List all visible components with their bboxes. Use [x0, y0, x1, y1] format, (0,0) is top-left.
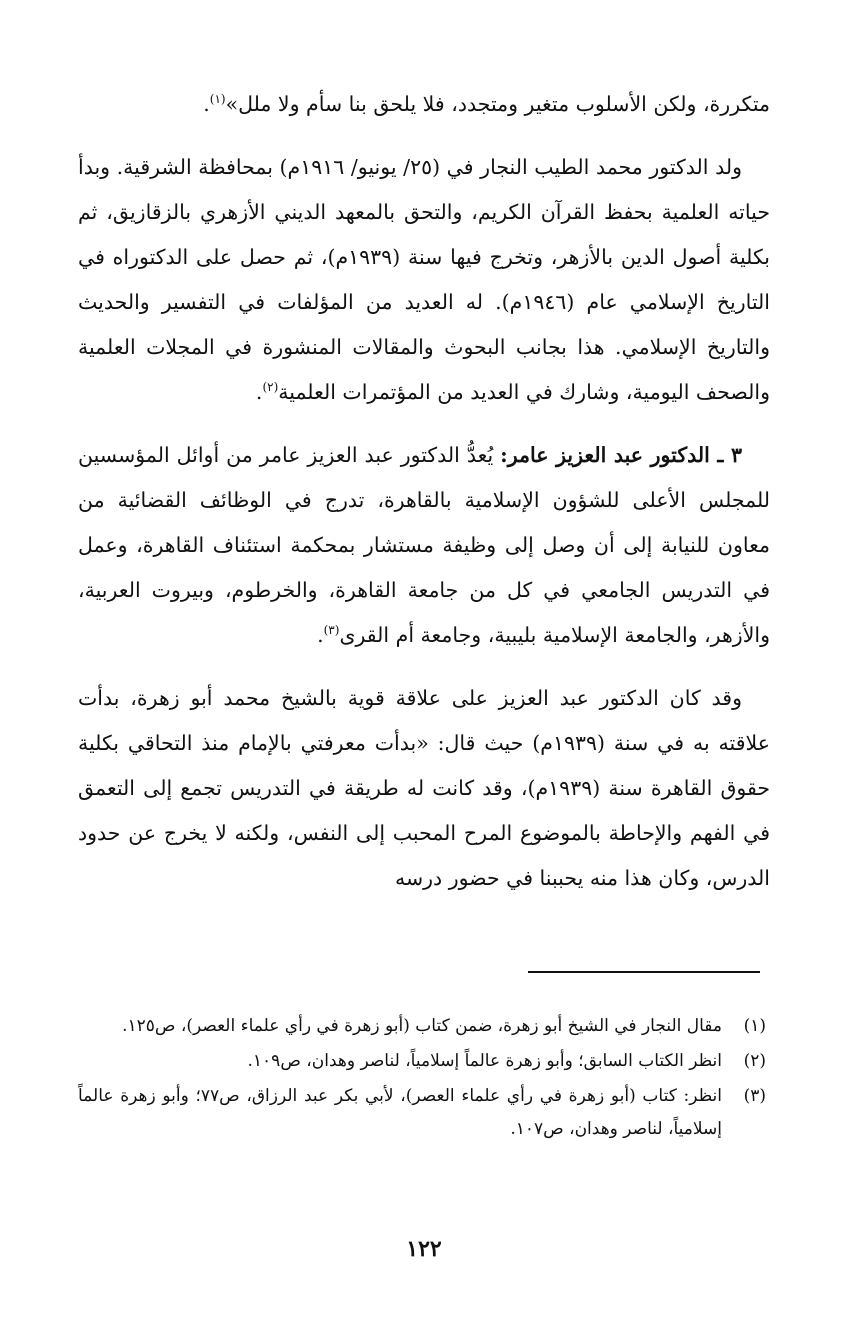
footnote-ref-3: (٣) [323, 623, 340, 638]
paragraph-text: ولد الدكتور محمد الطيب النجار في (٢٥/ يونيو/ ١٩١٦م) بمحافظة الشرقية. وبدأ حياته العلمية بحفظ القرآن الكريم، والتحق بالمعهد الديني الأزهري بالزقازيق، ثم بكلية أصول الدين بالأزهر، وتخرج فيها سنة (١٩٣٩م)، ثم حصل على الدكتوراه في التاريخ الإسلامي عام (١٩٤٦م). له العديد من المؤلفات في التفسير والحديث والتاريخ الإسلامي. هذا بجانب البحوث والمقالات المنشورة في المجلات العلمية والصحف اليومية، وشارك في العديد من المؤتمرات العلمية [78, 155, 771, 404]
section-heading: ٣ ـ الدكتور عبد العزيز عامر: [500, 443, 742, 467]
paragraph-4 [78, 676, 770, 901]
footnotes [78, 1010, 766, 1148]
footnote-text: مقال النجار في الشيخ أبو زهرة، ضمن كتاب (أبو زهرة في رأي علماء العصر)، ص١٢٥. [122, 1016, 722, 1036]
footnote-2 [78, 1045, 766, 1078]
footnote-number: (١) [743, 1016, 766, 1036]
footnote-text: انظر: كتاب (أبو زهرة في رأي علماء العصر)، لأبي بكر عبد الرزاق، ص٧٧؛ وأبو زهرة عالماً إسلامياً، لناصر وهدان، ص١٠٧. [78, 1086, 722, 1139]
footnote-ref-2: (٢) [262, 380, 279, 395]
paragraph-1: متكررة، ولكن الأسلوب متغير ومتجدد، فلا يلحق بنا سأم ولا ملل»$^{(١)}$. [203, 92, 770, 116]
footnote-ref-1: (١) [209, 92, 226, 107]
paragraph-2: ولد الدكتور محمد الطيب النجار في (٢٥/ يونيو/ ١٩١٦م) بمحافظة الشرقية. وبدأ حياته العلمية بحفظ القرآن الكريم، والتحق بالمعهد الديني الأزهري بالزقازيق، ثم بكلية أصول الدين بالأزهر، وتخرج فيها سنة (١٩٣٩م)، ثم حصل على الدكتوراه في التاريخ الإسلامي عام (١٩٤٦م). له العديد من المؤلفات في التفسير والحديث والتاريخ الإسلامي. هذا بجانب البحوث والمقالات المنشورة في المجلات العلمية والصحف اليومية، وشارك في العديد من المؤتمرات العلمية$^{(٢)}$. [78, 155, 771, 404]
footnote-3 [78, 1080, 766, 1146]
paragraph-text: يُعدُّ الدكتور عبد العزيز عامر من أوائل المؤسسين للمجلس الأعلى للشؤون الإسلامية بالقاهرة، تدرج في الوظائف القضائية من معاون للنيابة إلى أن وصل إلى وظيفة مستشار بمحكمة استئناف القاهرة، وعمل في التدريس الجامعي في كل من جامعة القاهرة، والخرطوم، وبيروت العربية، والأزهر، والجامعة الإسلامية بليبية، وجامعة أم القرى [78, 443, 770, 647]
paragraph-text: متكررة، ولكن الأسلوب متغير ومتجدد، فلا يلحق بنا سأم ولا ملل» [225, 92, 770, 116]
footnote-number: (٣) [743, 1086, 766, 1106]
footnote-1 [78, 1010, 766, 1043]
body-text [78, 82, 770, 901]
footnote-text: انظر الكتاب السابق؛ وأبو زهرة عالماً إسلامياً، لناصر وهدان، ص١٠٩. [247, 1051, 722, 1071]
footnote-number: (٢) [743, 1051, 766, 1071]
footnote-divider [528, 971, 760, 973]
page-number: ١٢٢ [406, 1236, 442, 1262]
paragraph-3: ٣ ـ الدكتور عبد العزيز عامر: يُعدُّ الدكتور عبد العزيز عامر من أوائل المؤسسين للمجلس الأعلى للشؤون الإسلامية بالقاهرة، تدرج في الوظائف القضائية من معاون للنيابة إلى أن وصل إلى وظيفة مستشار بمحكمة استئناف القاهرة، وعمل في التدريس الجامعي في كل من جامعة القاهرة، والخرطوم، وبيروت العربية، والأزهر، والجامعة الإسلامية بليبية، وجامعة أم القرى$^{(٣)}$. [78, 443, 770, 647]
paragraph-text: وقد كان الدكتور عبد العزيز على علاقة قوية بالشيخ محمد أبو زهرة، بدأت علاقته به في سنة (١٩٣٩م) حيث قال: «بدأت معرفتي بالإمام منذ التحاقي بكلية حقوق القاهرة سنة (١٩٣٩م)، وقد كانت له طريقة في التدريس تجمع إلى التعمق في الفهم والإحاطة بالموضوع المرح المحبب إلى النفس، ولكنه لا يخرج عن حدود الدرس، وكان هذا منه يحببنا في حضور درسه [78, 686, 770, 890]
